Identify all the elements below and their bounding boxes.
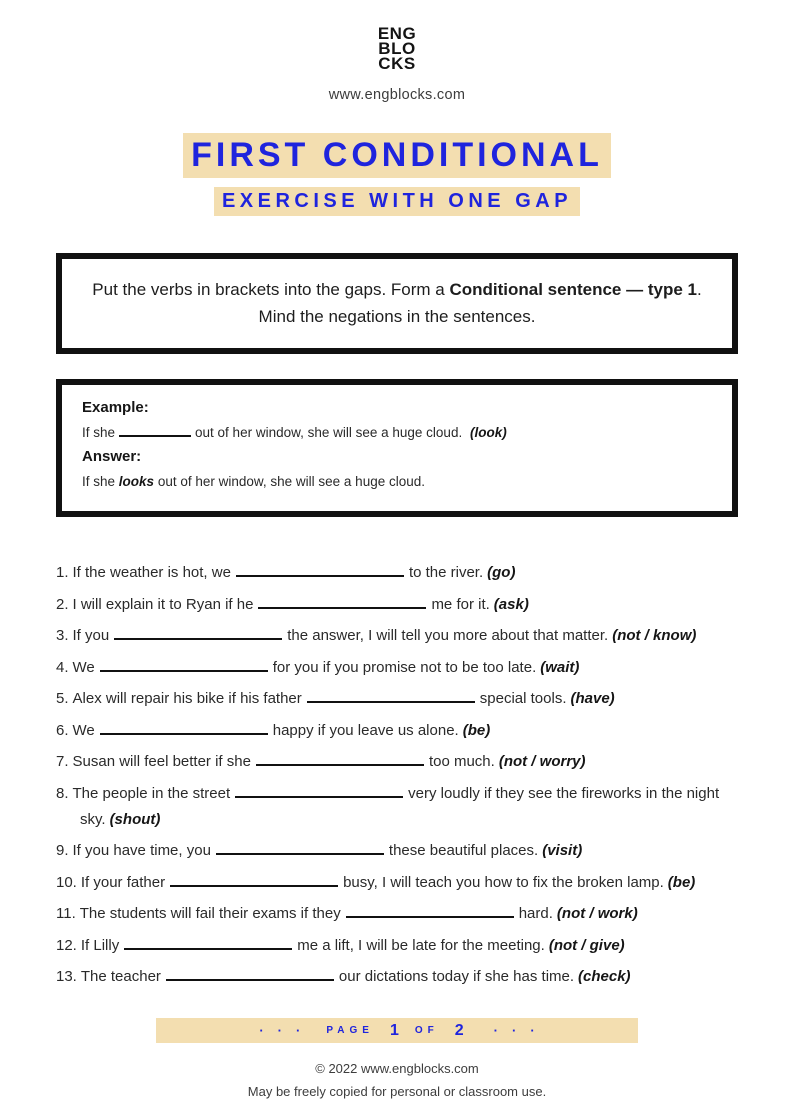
- item-text-post: the answer, I will tell you more about that matter.: [287, 627, 609, 645]
- answer-blank: [216, 842, 384, 856]
- example-box: [56, 379, 738, 517]
- pager-total-pages: 2: [454, 1021, 464, 1039]
- pager-page-label: PAGE: [326, 1025, 374, 1037]
- page-header: [56, 26, 738, 103]
- pager-of-label: OF: [414, 1025, 439, 1037]
- item-text-post: special tools.: [479, 690, 567, 708]
- page-subtitle: [56, 187, 738, 216]
- page-footer: [56, 1018, 738, 1099]
- item-text-pre: The teacher: [80, 968, 161, 986]
- answer-label: Answer:: [82, 448, 142, 466]
- item-text-pre: If the weather is hot, we: [72, 564, 231, 582]
- exercise-item: [56, 870, 738, 896]
- exercise-item: [56, 964, 738, 990]
- item-verb-hint: (shout): [109, 810, 161, 828]
- exercise-item: [56, 749, 738, 775]
- item-number: 13.: [56, 968, 77, 986]
- answer-blank: [307, 690, 475, 704]
- item-text-post: me for it.: [431, 595, 490, 613]
- logo-line: ENG: [377, 24, 417, 43]
- answer-blank: [100, 721, 268, 735]
- item-text-pre: Susan will feel better if she: [72, 753, 251, 771]
- item-text-post: me a lift, I will be late for the meeting.: [297, 936, 545, 954]
- item-text-pre: If your father: [80, 873, 166, 891]
- item-number: 6.: [56, 721, 69, 739]
- item-number: 8.: [56, 784, 69, 802]
- item-text-pre: If you: [72, 627, 110, 645]
- answer-verb: looks: [118, 474, 155, 490]
- item-text-post: too much.: [428, 753, 495, 771]
- item-verb-hint: (ask): [493, 595, 529, 613]
- item-number: 1.: [56, 564, 69, 582]
- item-text-pre: If you have time, you: [72, 842, 211, 860]
- item-text-post: very loudly if they see the fireworks in the night sky.: [80, 784, 720, 828]
- page-indicator: [156, 1018, 638, 1043]
- answer-blank: [256, 753, 424, 767]
- item-text-post: these beautiful places.: [388, 842, 539, 860]
- item-verb-hint: (wait): [540, 658, 580, 676]
- item-text-pre: The people in the street: [72, 784, 231, 802]
- page-title-text: FIRST CONDITIONAL: [183, 133, 611, 178]
- answer-blank: [100, 658, 268, 672]
- item-verb-hint: (be): [667, 873, 696, 891]
- example-blank: [119, 425, 191, 437]
- exercise-item: [56, 560, 738, 586]
- item-number: 12.: [56, 936, 77, 954]
- instructions-pre: Put the verbs in brackets into the gaps. Form a: [92, 280, 450, 299]
- item-text-post: hard.: [518, 905, 553, 923]
- item-verb-hint: (be): [462, 721, 491, 739]
- instructions-text: [88, 276, 706, 330]
- item-number: 5.: [56, 690, 69, 708]
- item-number: 9.: [56, 842, 69, 860]
- exercise-item: [56, 838, 738, 864]
- instructions-bold: Conditional sentence — type 1: [449, 280, 697, 299]
- item-text-post: to the river.: [408, 564, 484, 582]
- pager-current-page: 1: [389, 1021, 399, 1039]
- page-subtitle-text: EXERCISE WITH ONE GAP: [214, 187, 580, 216]
- page-title: [56, 133, 738, 178]
- instructions-box: [56, 253, 738, 354]
- example-label: Example:: [82, 399, 149, 416]
- answer-sentence-pre: If she: [82, 474, 116, 490]
- answer-blank: [114, 627, 282, 641]
- answer-blank: [170, 873, 338, 887]
- item-text-post: busy, I will teach you how to fix the broken lamp.: [343, 873, 664, 891]
- item-verb-hint: (not / know): [612, 627, 697, 645]
- exercise-item: [56, 901, 738, 927]
- item-verb-hint: (visit): [542, 842, 583, 860]
- item-text-pre: If Lilly: [80, 936, 120, 954]
- example-verb-hint: (look): [469, 425, 507, 441]
- item-text-pre: We: [72, 721, 95, 739]
- answer-blank: [346, 905, 514, 919]
- item-verb-hint: (go): [487, 564, 516, 582]
- exercise-item: [56, 592, 738, 618]
- website-url: www.engblocks.com: [328, 87, 466, 103]
- pager-dots-left: ···: [259, 1023, 315, 1039]
- item-number: 11.: [56, 905, 76, 923]
- exercise-item: [56, 781, 738, 833]
- answer-blank: [236, 564, 404, 578]
- exercise-item: [56, 623, 738, 649]
- logo-line: BLO: [378, 39, 416, 58]
- answer-blank: [258, 595, 426, 609]
- item-text-pre: We: [72, 658, 95, 676]
- item-text-post: our dictations today if she has time.: [338, 968, 575, 986]
- instructions-post: . Mind the negations in the sentences.: [258, 280, 702, 326]
- exercise-item: [56, 933, 738, 959]
- item-number: 3.: [56, 627, 69, 645]
- item-verb-hint: (check): [578, 968, 631, 986]
- item-text-pre: I will explain it to Ryan if he: [72, 595, 254, 613]
- exercise-list: [56, 560, 738, 990]
- answer-blank: [166, 968, 334, 982]
- item-number: 7.: [56, 753, 69, 771]
- item-text-post: happy if you leave us alone.: [272, 721, 459, 739]
- item-number: 2.: [56, 595, 69, 613]
- item-verb-hint: (have): [570, 690, 615, 708]
- item-text-pre: The students will fail their exams if they: [79, 905, 341, 923]
- exercise-item: [56, 718, 738, 744]
- license-note: May be freely copied for personal or classroom use.: [247, 1084, 547, 1100]
- answer-sentence-post: out of her window, she will see a huge cloud.: [157, 474, 425, 490]
- item-number: 4.: [56, 658, 69, 676]
- example-sentence-post: out of her window, she will see a huge cloud.: [195, 425, 463, 441]
- answer-blank: [235, 784, 403, 798]
- engblocks-logo: [378, 26, 416, 71]
- item-number: 10.: [56, 873, 77, 891]
- answer-sentence: [82, 474, 712, 489]
- pager-dots-right: ···: [493, 1023, 549, 1039]
- item-text-pre: Alex will repair his bike if his father: [72, 690, 302, 708]
- item-verb-hint: (not / worry): [498, 753, 586, 771]
- item-text-post: for you if you promise not to be too late.: [272, 658, 537, 676]
- example-sentence-pre: If she: [82, 425, 116, 441]
- logo-line: CKS: [378, 54, 416, 73]
- answer-blank: [124, 936, 292, 950]
- exercise-item: [56, 686, 738, 712]
- title-block: [56, 133, 738, 216]
- example-sentence: [82, 425, 712, 440]
- exercise-item: [56, 655, 738, 681]
- copyright: © 2022 www.engblocks.com: [315, 1061, 479, 1077]
- item-verb-hint: (not / give): [548, 936, 625, 954]
- item-verb-hint: (not / work): [556, 905, 638, 923]
